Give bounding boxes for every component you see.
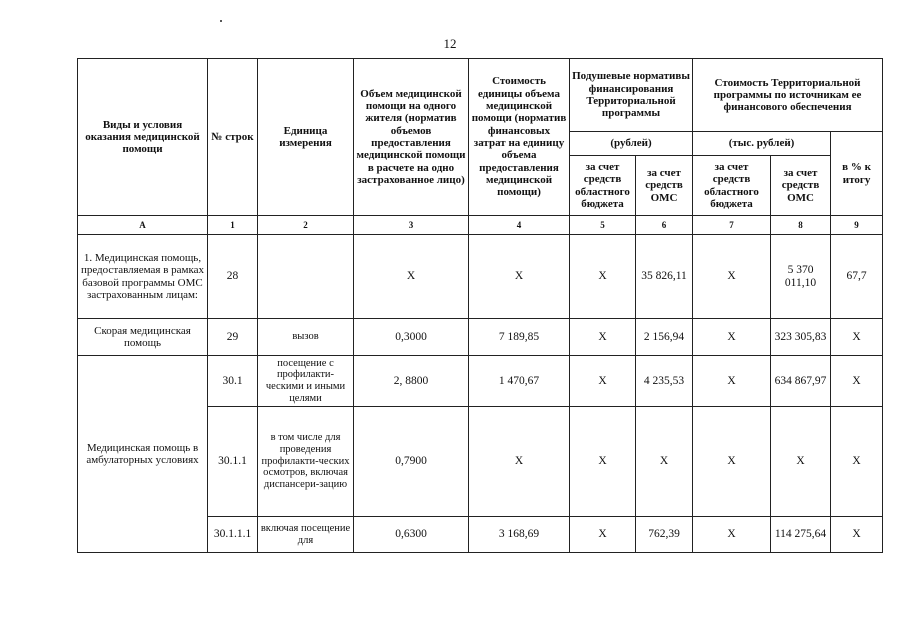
row-pc-budget: Х xyxy=(570,517,636,553)
header-unit-rubles: (рублей) xyxy=(570,132,693,156)
row-unit-cost: 7 189,85 xyxy=(469,319,570,356)
header-volume: Объем медицинской помощи на одного жителя (норматив объемов предоставления медицинской помощи в расчете на одно застрахованное лицо) xyxy=(354,59,469,216)
row-cost-oms: 5 370 011,10 xyxy=(771,235,831,319)
row-line-number: 28 xyxy=(208,235,258,319)
column-index-row xyxy=(78,216,883,235)
column-index-cell: 3 xyxy=(354,216,469,235)
header-unit-thousand-rubles: (тыс. рублей) xyxy=(693,132,831,156)
header-line-number: № строк xyxy=(208,59,258,216)
row-percent: Х xyxy=(831,407,883,517)
column-index-cell: 9 xyxy=(831,216,883,235)
header-pc-budget: за счет средств областного бюджета xyxy=(570,156,636,216)
table-row xyxy=(78,319,883,356)
row-pc-budget: Х xyxy=(570,235,636,319)
column-index-cell: 4 xyxy=(469,216,570,235)
row-name: 1. Медицинская помощь, предоставляемая в рамках базовой программы ОМС застрахованным лицам: xyxy=(78,235,208,319)
table-row xyxy=(78,356,883,407)
row-unit-cost: Х xyxy=(469,407,570,517)
row-pc-oms: 762,39 xyxy=(636,517,693,553)
header-cost-budget: за счет средств областного бюджета xyxy=(693,156,771,216)
row-line-number: 30.1.1 xyxy=(208,407,258,517)
header-cost-oms: за счет средств ОМС xyxy=(771,156,831,216)
row-volume: Х xyxy=(354,235,469,319)
row-percent: Х xyxy=(831,517,883,553)
medical-care-table xyxy=(77,58,883,553)
header-percent-of-total: в % к итогу xyxy=(831,132,883,216)
row-volume: 0,6300 xyxy=(354,517,469,553)
row-pc-oms: Х xyxy=(636,407,693,517)
row-cost-oms: 323 305,83 xyxy=(771,319,831,356)
column-index-cell: 7 xyxy=(693,216,771,235)
row-cost-budget: Х xyxy=(693,319,771,356)
row-unit: включая посещение для xyxy=(258,517,354,553)
row-percent: Х xyxy=(831,356,883,407)
row-unit-cost: 3 168,69 xyxy=(469,517,570,553)
header-per-capita-group: Подушевые нормативы финансирования Территориальной программы xyxy=(570,59,693,132)
row-cost-oms: 114 275,64 xyxy=(771,517,831,553)
column-index-cell: 2 xyxy=(258,216,354,235)
header-row-1 xyxy=(78,59,883,132)
row-percent: 67,7 xyxy=(831,235,883,319)
header-pc-oms: за счет средств ОМС xyxy=(636,156,693,216)
header-cost-group: Стоимость Территориальной программы по источникам ее финансового обеспечения xyxy=(693,59,883,132)
row-volume: 0,7900 xyxy=(354,407,469,517)
row-name-ambulatory: Медицинская помощь в амбулаторных условиях xyxy=(78,356,208,553)
table-row xyxy=(78,235,883,319)
row-unit: посещение с профилакти-ческими и иными целями xyxy=(258,356,354,407)
row-unit xyxy=(258,235,354,319)
column-index-cell: 6 xyxy=(636,216,693,235)
row-cost-oms: 634 867,97 xyxy=(771,356,831,407)
header-unit: Единица измерения xyxy=(258,59,354,216)
stray-dot xyxy=(220,20,222,22)
row-pc-oms: 2 156,94 xyxy=(636,319,693,356)
row-unit-cost: 1 470,67 xyxy=(469,356,570,407)
row-cost-budget: Х xyxy=(693,407,771,517)
row-pc-oms: 35 826,11 xyxy=(636,235,693,319)
row-unit-cost: Х xyxy=(469,235,570,319)
page-number: 12 xyxy=(443,36,457,51)
row-cost-oms: Х xyxy=(771,407,831,517)
row-pc-budget: Х xyxy=(570,356,636,407)
column-index-cell: 1 xyxy=(208,216,258,235)
row-unit: в том числе для проведения профилакти-ческих осмотров, включая диспансери-зацию xyxy=(258,407,354,517)
row-volume: 2, 8800 xyxy=(354,356,469,407)
header-unit-cost: Стоимость единицы объема медицинской помощи (норматив финансовых затрат на единицу объема предоставления медицинской помощи) xyxy=(469,59,570,216)
column-index-cell: 8 xyxy=(771,216,831,235)
row-volume: 0,3000 xyxy=(354,319,469,356)
row-line-number: 30.1 xyxy=(208,356,258,407)
row-pc-oms: 4 235,53 xyxy=(636,356,693,407)
row-cost-budget: Х xyxy=(693,517,771,553)
row-cost-budget: Х xyxy=(693,235,771,319)
column-index-cell: А xyxy=(78,216,208,235)
column-index-cell: 5 xyxy=(570,216,636,235)
row-line-number: 29 xyxy=(208,319,258,356)
header-kinds-of-care: Виды и условия оказания медицинской помощи xyxy=(78,59,208,216)
row-percent: Х xyxy=(831,319,883,356)
row-line-number: 30.1.1.1 xyxy=(208,517,258,553)
row-name: Скорая медицинская помощь xyxy=(78,319,208,356)
row-pc-budget: Х xyxy=(570,319,636,356)
row-unit: вызов xyxy=(258,319,354,356)
row-cost-budget: Х xyxy=(693,356,771,407)
row-pc-budget: Х xyxy=(570,407,636,517)
